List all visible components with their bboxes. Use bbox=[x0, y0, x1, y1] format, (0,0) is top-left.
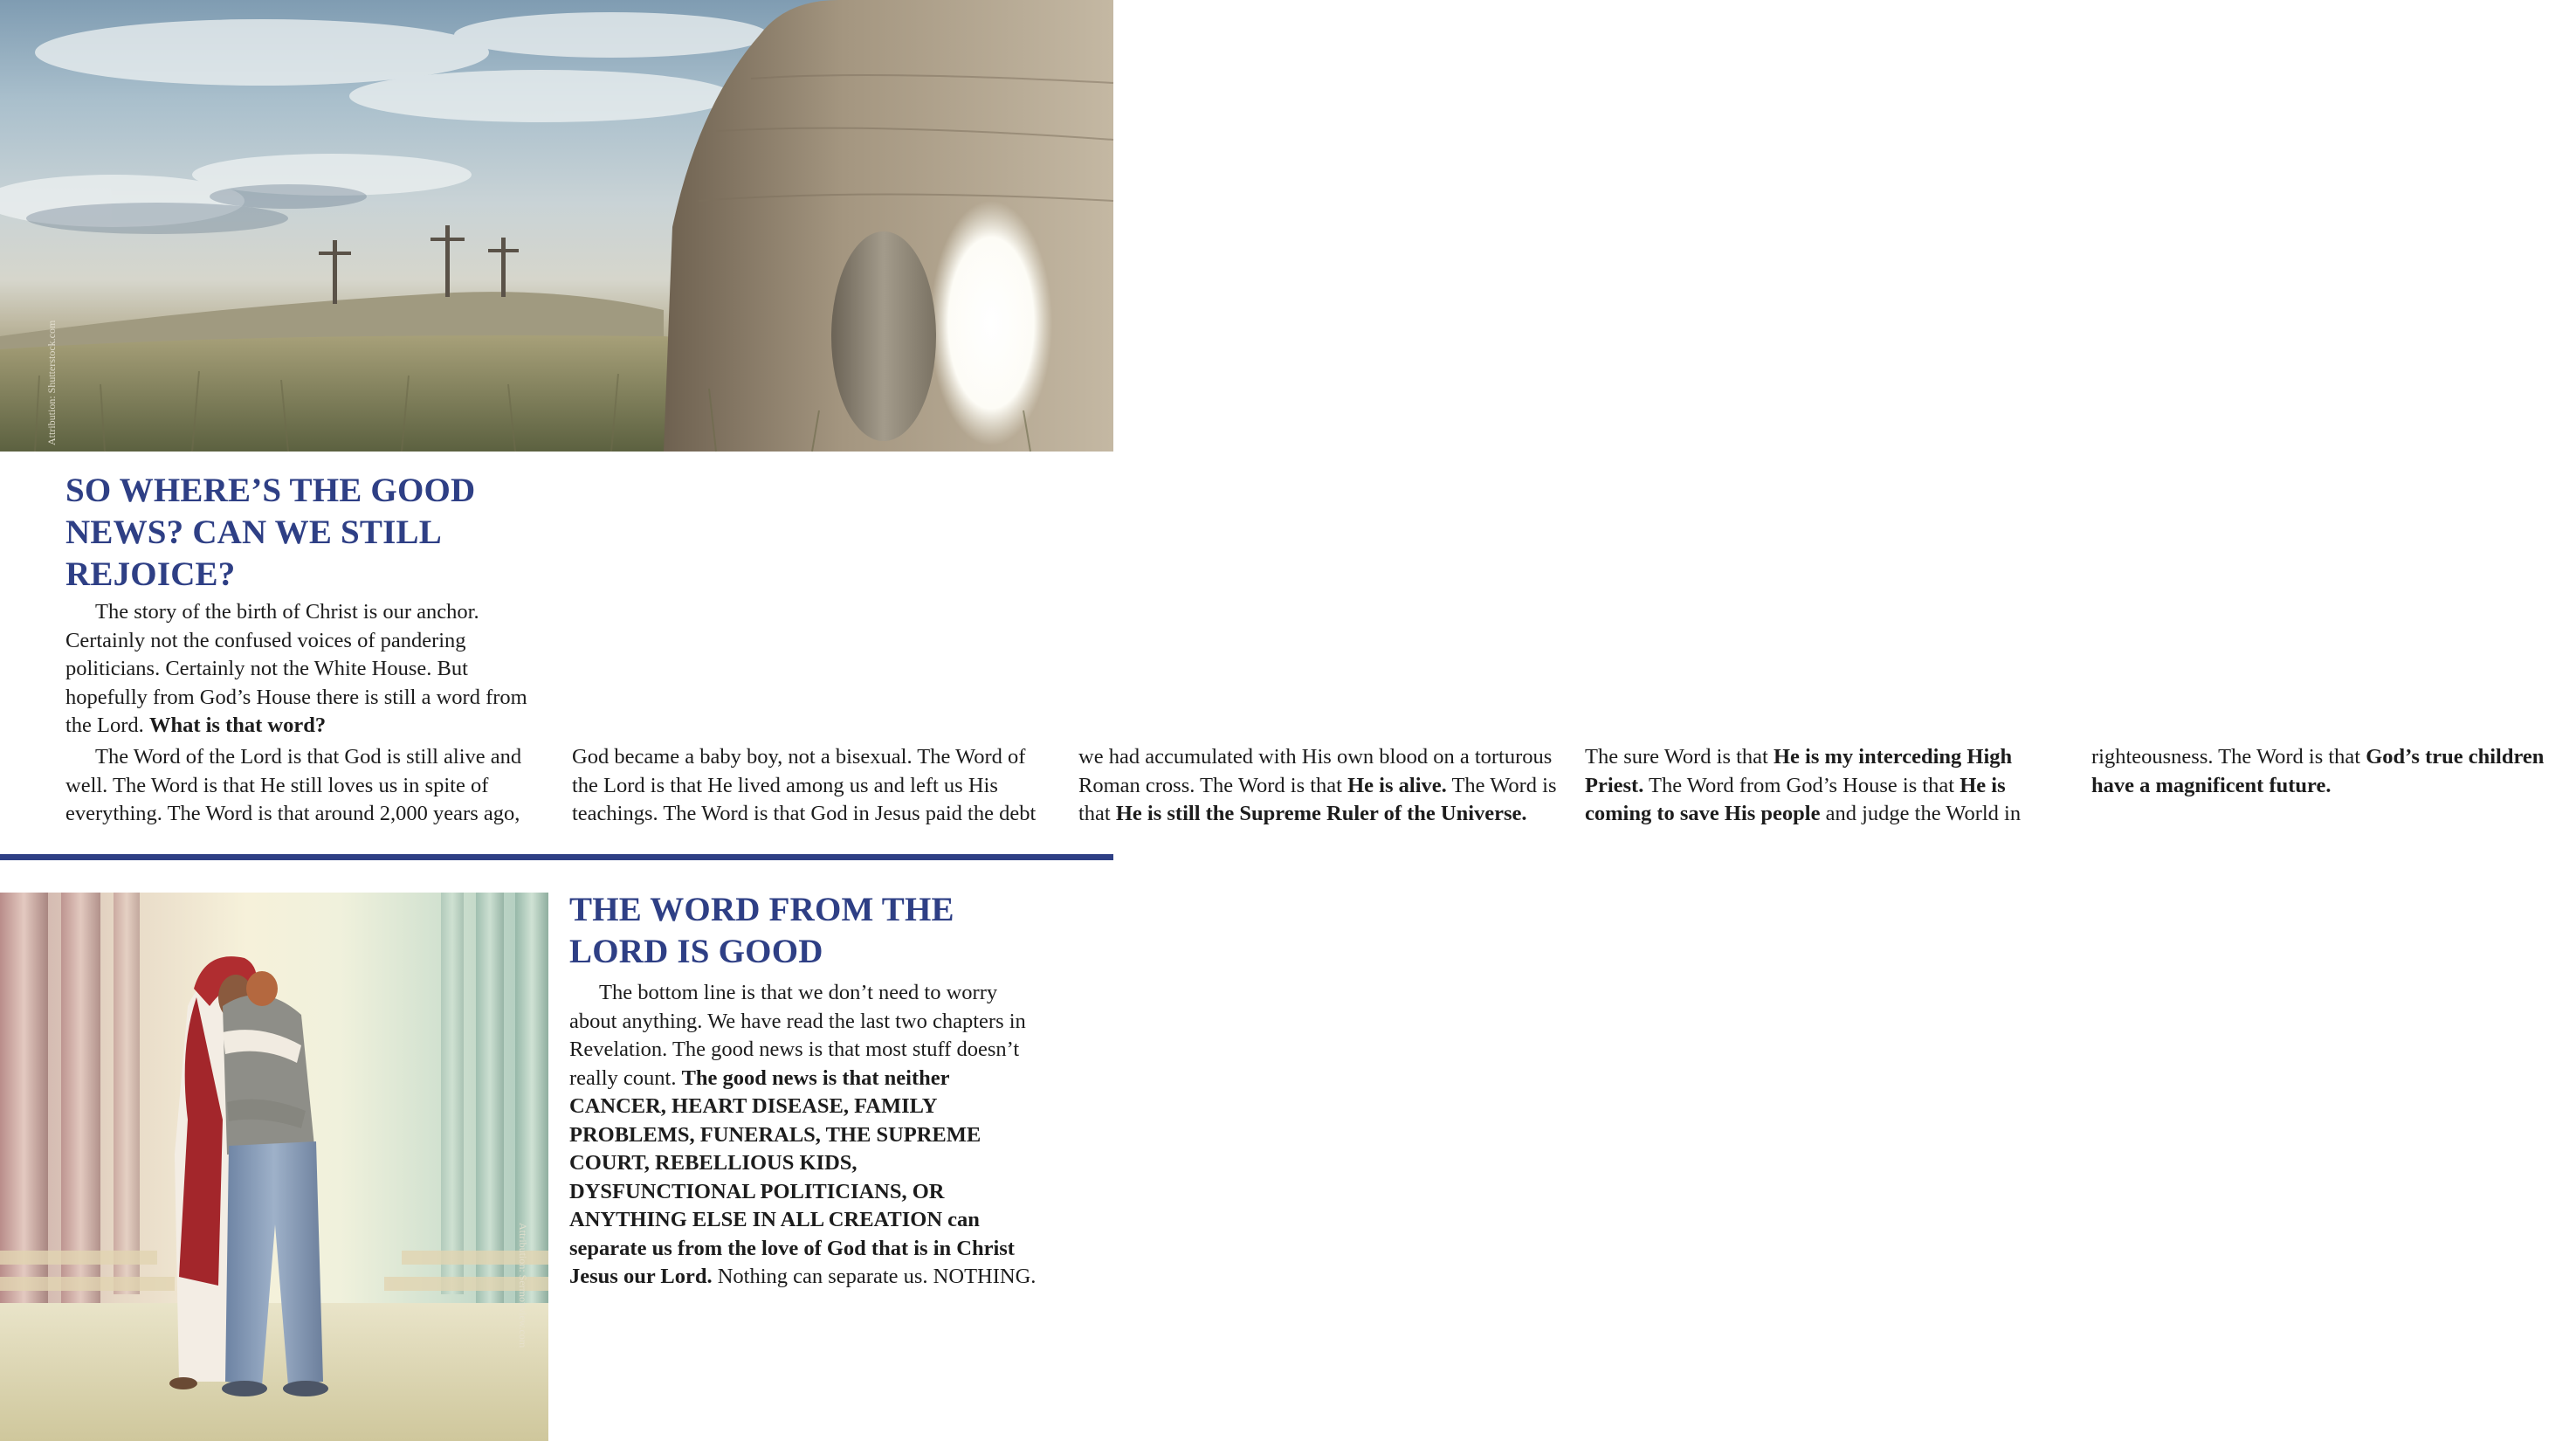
section1-p2-text-3: The sure Word is that bbox=[1585, 745, 1768, 769]
section2-paragraph-1 bbox=[569, 979, 1041, 1292]
section1-p2-text-1: The Word of the Lord is that God is still alive and well. The Word is that He still loves us in spite of everything. The Word is that around 2,000 years ago, God became a baby boy, not a bisexual. The Word of the Lord is that He lived among us and left us His teachings. The Word is that God in Jesus paid the debt we had accumulated with His own blood on a torturous Roman cross. The Word is that bbox=[65, 745, 1553, 825]
clouds bbox=[0, 12, 768, 227]
section2-heading: THE WORD FROM THE LORD IS GOOD bbox=[569, 891, 954, 970]
section1-p2-bold-5: God’s true children have a magnificent future. bbox=[2091, 745, 2545, 797]
section-divider bbox=[0, 854, 1113, 860]
section1-heading: SO WHERE’S THE GOOD NEWS? CAN WE STILL REJOICE? bbox=[65, 472, 476, 593]
floor bbox=[0, 1303, 548, 1441]
section1-p1-text: The story of the birth of Christ is our anchor. Certainly not the confused voices of pandering politicians. Certainly not the White House. But hopefully from God’s House there is still a word from the Lord. bbox=[65, 600, 527, 737]
section1-p2-bold-1: He is alive. bbox=[1347, 773, 1447, 797]
section1-p2-text-5: and judge the World in righteousness. The Word is that bbox=[1825, 745, 2361, 825]
section1-p2-bold-4: He is coming to save His people bbox=[1585, 773, 2006, 825]
embrace-illustration bbox=[0, 893, 548, 1441]
embrace-image-credit: Attribution: Sermonview.com bbox=[517, 1223, 529, 1348]
section1-paragraph-1 bbox=[65, 598, 541, 741]
jesus-embracing-man-icon bbox=[169, 956, 328, 1396]
section1-p2-text-4: The Word from God’s House is that bbox=[1649, 773, 1955, 797]
hero-image bbox=[0, 0, 1113, 452]
hero-illustration bbox=[0, 0, 1113, 452]
embrace-image bbox=[0, 893, 548, 1441]
empty-tomb-light bbox=[930, 201, 1052, 445]
section1-p2-bold-3: He is my interceding High Priest. bbox=[1585, 745, 2013, 797]
hero-image-credit: Attribution: Shutterstock.com bbox=[45, 320, 58, 445]
section1-p1-bold: What is that word? bbox=[148, 714, 327, 737]
section1-p2-text-2: The Word is that bbox=[1078, 773, 1557, 825]
section2-p1-end: Nothing can separate us. NOTHING. bbox=[717, 1265, 1037, 1288]
section2-p1-text: The bottom line is that we don’t need to worry about anything. We have read the last two chapters in Revelation. The good news is that most stuff doesn’t really count. bbox=[569, 981, 1026, 1090]
section1-p2-bold-2: He is still the Supreme Ruler of the Universe. bbox=[1115, 802, 1527, 825]
rolled-stone bbox=[831, 231, 936, 441]
section2-p1-bold: The good news is that neither CANCER, HEART DISEASE, FAMILY PROBLEMS, FUNERALS, THE SUPREME COURT, REBELLIOUS KIDS, DYSFUNCTIONAL POLITICIANS, OR ANYTHING ELSE IN ALL CREATION can separate us from the love of God that is in Christ Jesus our Lord. bbox=[569, 1065, 1015, 1288]
section1-paragraph-2 bbox=[65, 743, 2545, 855]
